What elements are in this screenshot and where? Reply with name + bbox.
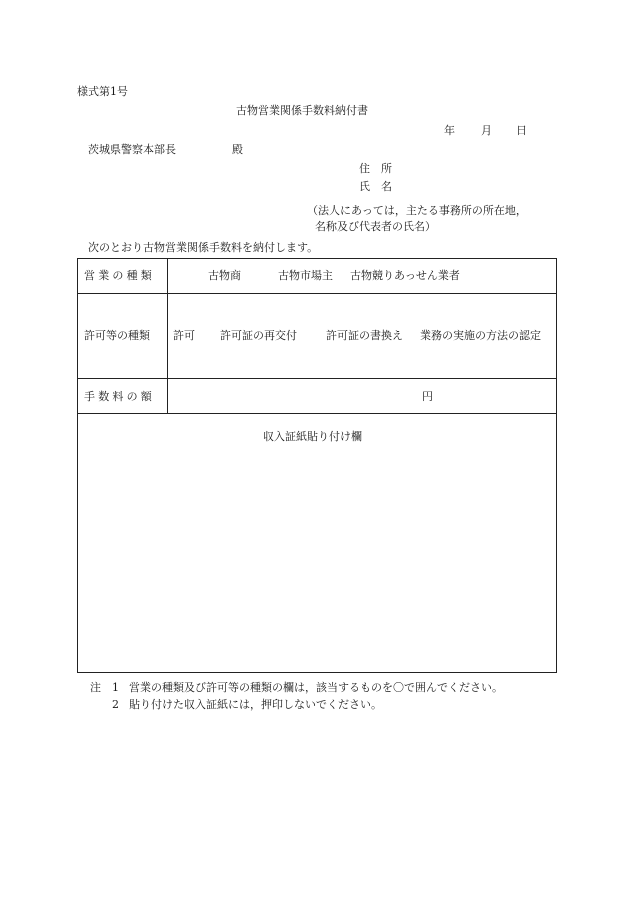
business-option-market-owner[interactable]: 古物市場主	[278, 269, 333, 282]
fee-amount-label: 手数料の額	[84, 390, 155, 403]
revenue-stamp-label: 収入証紙貼り付け欄	[263, 430, 362, 443]
corporate-note-line2: 名称及び代表者の氏名）	[315, 220, 436, 233]
permit-option-permit[interactable]: 許可	[173, 329, 195, 342]
note-text: 営業の種類及び許可等の種類の欄は，該当するものを〇で囲んでください。	[129, 681, 503, 694]
permit-type-label: 許可等の種類	[84, 329, 150, 342]
column-divider	[167, 259, 168, 413]
date-year-label: 年	[444, 124, 455, 137]
permit-option-rewrite[interactable]: 許可証の書換え	[326, 329, 403, 342]
row-divider	[78, 293, 556, 294]
business-type-label: 営業の種類	[84, 269, 155, 282]
date-month-label: 月	[481, 124, 492, 137]
addressee-honorific: 殿	[232, 143, 243, 156]
page-title: 古物営業関係手数料納付書	[236, 104, 368, 117]
business-option-dealer[interactable]: 古物商	[208, 269, 241, 282]
name-label: 氏 名	[359, 180, 392, 193]
fee-yen-unit: 円	[422, 390, 433, 403]
corporate-note-line1: （法人にあっては，主たる事務所の所在地，	[307, 204, 527, 217]
note-text: 貼り付けた収入証紙には，押印しないでください。	[129, 698, 382, 711]
form-number: 様式第1号	[77, 85, 128, 98]
notes-prefix: 注	[90, 681, 101, 694]
fee-form-table	[77, 258, 557, 673]
note-number: 2	[112, 698, 119, 711]
revenue-stamp-area[interactable]	[78, 414, 556, 672]
permit-option-reissue[interactable]: 許可証の再交付	[220, 329, 297, 342]
row-divider	[78, 378, 556, 379]
addressee-name: 茨城県警察本部長	[88, 143, 176, 156]
intro-text: 次のとおり古物営業関係手数料を納付します。	[88, 241, 319, 254]
date-day-label: 日	[516, 124, 527, 137]
address-label: 住 所	[359, 162, 392, 175]
business-option-auction-broker[interactable]: 古物競りあっせん業者	[350, 269, 460, 282]
permit-option-method-approval[interactable]: 業務の実施の方法の認定	[420, 329, 541, 342]
note-number: 1	[112, 681, 119, 694]
